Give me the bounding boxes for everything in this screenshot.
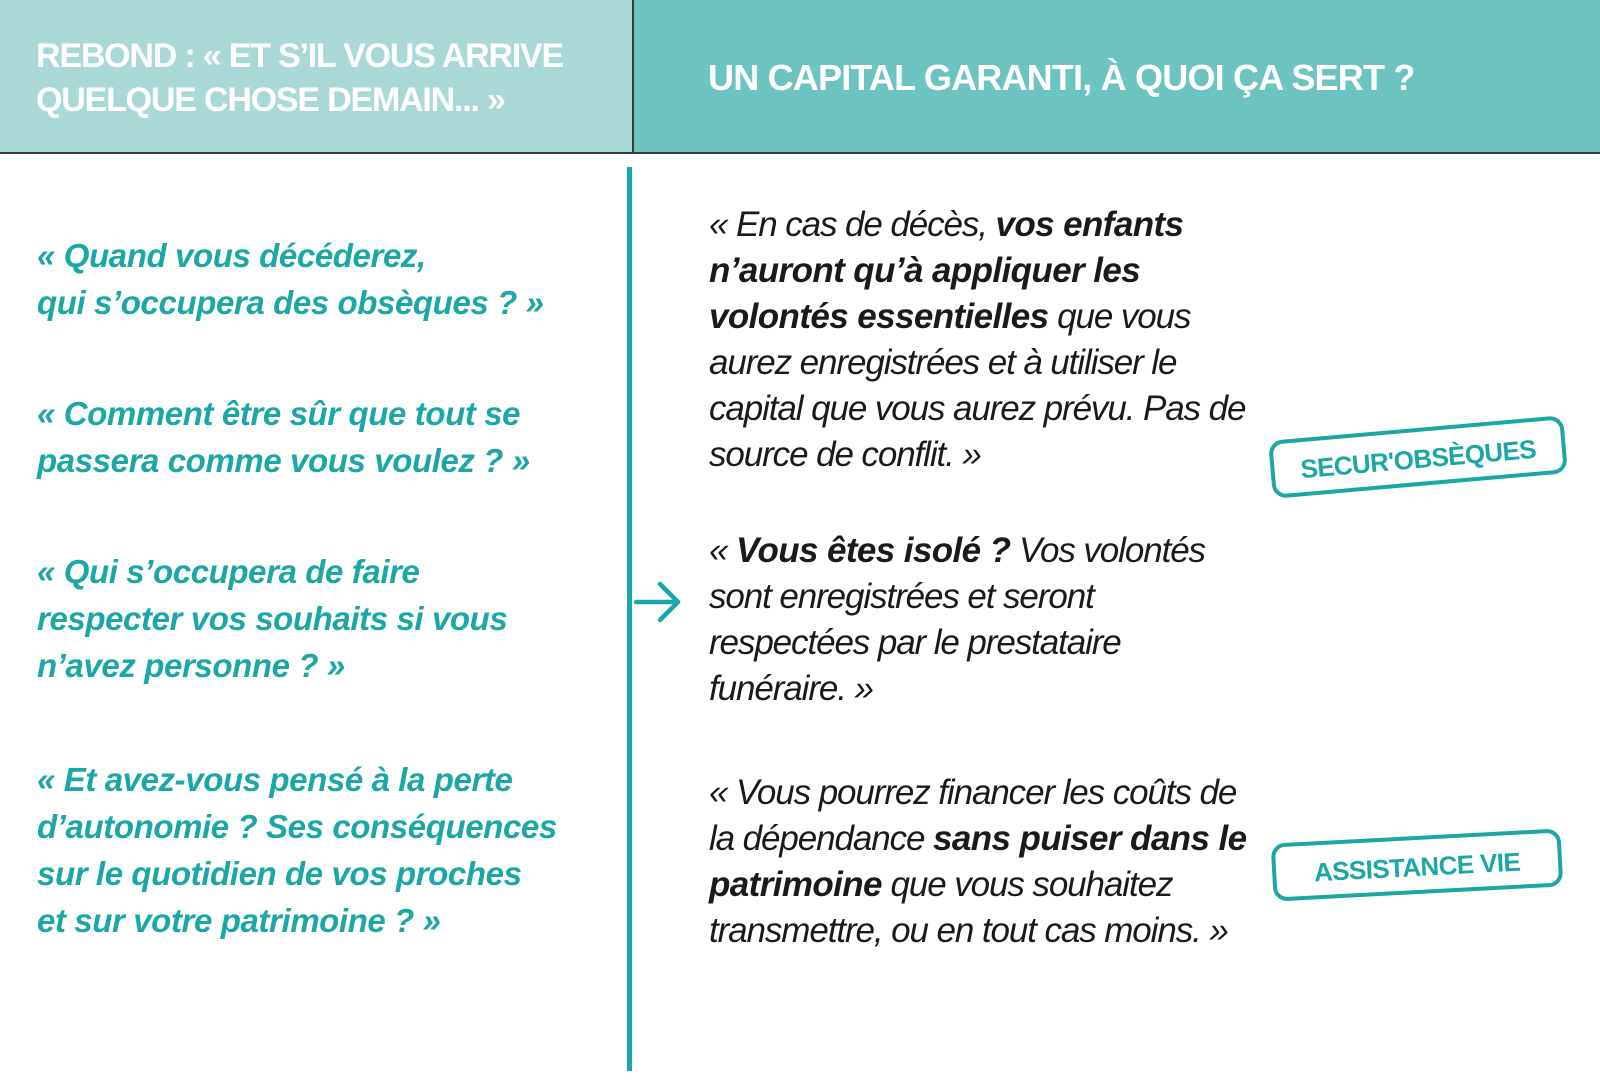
answer-isole-text: « bbox=[709, 531, 736, 570]
header-left-panel bbox=[0, 0, 634, 152]
question-volontes: « Comment être sûr que tout se passera comme vous voulez ? » bbox=[37, 395, 530, 479]
answer-deces bbox=[709, 202, 1249, 478]
answer-deces-text: « En cas de décès, bbox=[709, 205, 996, 244]
rebond-title: REBOND : « ET S’IL VOUS ARRIVE QUELQUE CHOSE DEMAIN... » bbox=[36, 37, 563, 119]
answer-dependance bbox=[709, 770, 1249, 954]
answer-deces-bold: vos enfants n’auront qu’à appliquer les volontés essentielles bbox=[709, 205, 1184, 336]
answer-deces-text-end: que vous aurez enregistrées et à utiliser le capital que vous aurez prévu. Pas de source de conflit. » bbox=[709, 297, 1246, 474]
answer-isole-bold: Vous êtes isolé ? bbox=[736, 531, 1011, 570]
question-souhaits: « Qui s’occupera de faire respecter vos souhaits si vous n’avez personne ? » bbox=[37, 553, 508, 684]
answer-isole-text-end: Vos volontés sont enregistrées et seront respectées par le prestataire funéraire. » bbox=[709, 531, 1205, 708]
answer-dependance-bold: sans puiser dans le patrimoine bbox=[709, 819, 1247, 904]
capital-title: UN CAPITAL GARANTI, À QUOI ÇA SERT ? bbox=[708, 57, 1415, 98]
assistance-vie-badge: ASSISTANCE VIE bbox=[1271, 828, 1564, 901]
secur-obseques-badge: SECUR'OBSÈQUES bbox=[1268, 415, 1568, 499]
answer-dependance-text: « Vous pourrez financer les coûts de la dépendance bbox=[709, 773, 1237, 858]
answer-isole bbox=[709, 528, 1249, 712]
answer-dependance-text-end: que vous souhaitez transmettre, ou en tout cas moins. » bbox=[709, 865, 1228, 950]
question-obseques: « Quand vous décéderez, qui s’occupera des obsèques ? » bbox=[37, 237, 544, 321]
question-autonomie: « Et avez-vous pensé à la perte d’autonomie ? Ses conséquences sur le quotidien de vos proches et sur votre patrimoine ? » bbox=[37, 761, 557, 939]
arrow-right-icon bbox=[634, 579, 684, 625]
header-right-panel bbox=[634, 0, 1600, 152]
column-divider bbox=[627, 167, 632, 1071]
header bbox=[0, 0, 1600, 154]
